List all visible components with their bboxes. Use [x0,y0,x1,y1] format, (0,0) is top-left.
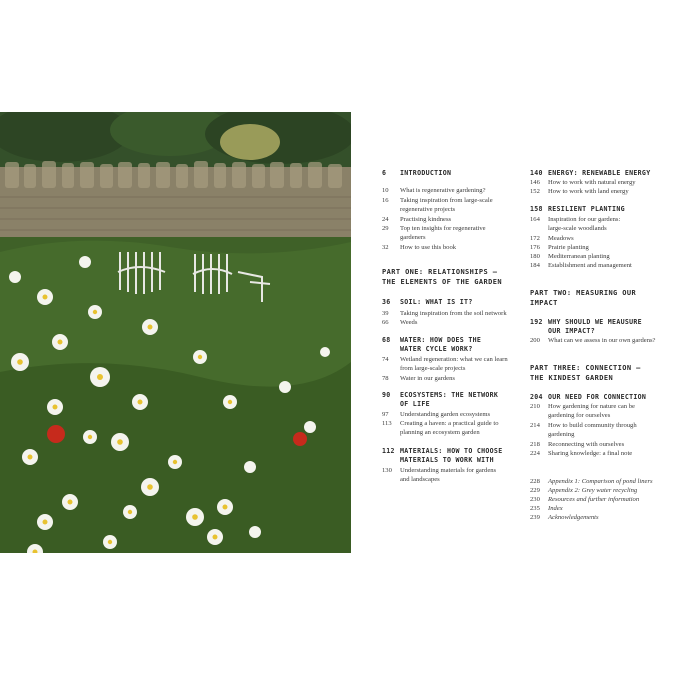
toc-part-one: PART ONE: RELATIONSHIPS – THE ELEMENTS OF THE GARDEN [382,268,502,286]
toc-part-two: PART TWO: MEASURING OUR IMPACT [530,289,637,307]
table-of-contents: 6 INTRODUCTION 10 What is regenerative gardening? 16 Taking inspiration from large-scale regenerative projects 24 Practising kindness 29 Top ten insights for regenerative gardeners 32 How to use this book PART ONE: RELATIONSHIPS – THE ELEMENTS OF THE GARDEN 36 SOIL: WHAT IS IT? 39 Taking inspiration from the soil network 66 Weeds 68 WATER: HOW DOES THE WATER CYCLE WORK? 74 Wetland regeneration: what we can learn from large-scale projects 78 Water in our gardens 90 ECOSYSTEMS: THE NETWORK OF LIFE 97 Understanding garden ecosystems 113 Creating a haven: a practical guide to planning an ecosystem garden 112 MATERIALS: HOW TO CHOOSE MATERIALS TO WORK WITH 130 Understanding materials for gardens and landscapes 140 ENERGY: RENEWABLE ENERGY 146 How to work with natural energy 152 How to work with land energy 158 RESILIENT PLANTING 164 Inspiration for our gardens: large-scale woodlands 172 Meadows 176 Prairie planting 180 Mediterranean planting 184 Establishment and management PART TWO: MEASURING OUR IMPACT 192 WHY SHOULD WE MEAUSURE OUR IMPACT? 200 What can we assess in our own gardens? PART THREE: CONNECTION – THE KINDEST GARDEN 204 OUR NEED FOR CONNECTION 210 How gardening for nature can be gardening for ourselves 214 How to build community through gardening 218 Reconnecting with ourselves 224 Sharing knowledge: a final note 228 Appendix 1: Comparison of pond liners 229 Appendix 2: Grey water recycling 230 Resources and further information 235 Index 239 Acknowledgements [0,0,700,700]
toc-part-three: PART THREE: CONNECTION – THE KINDEST GARDEN [530,364,641,382]
